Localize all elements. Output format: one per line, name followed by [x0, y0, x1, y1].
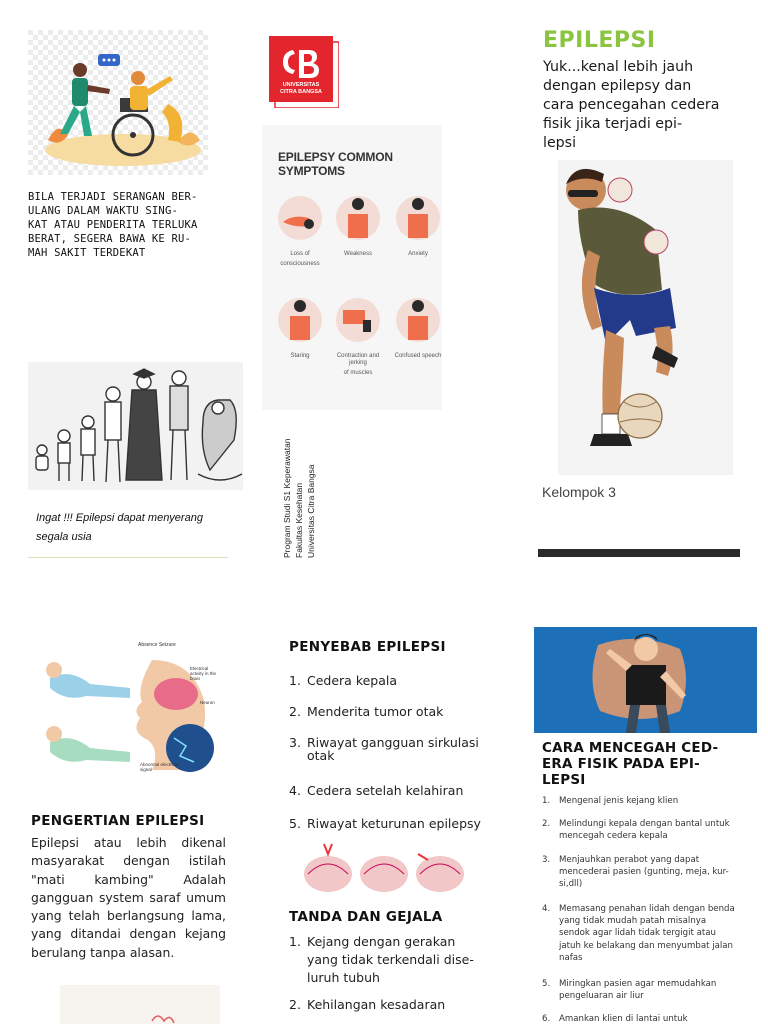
symptom-weakness: Weakness	[330, 188, 386, 258]
symptom-staring: Staring	[272, 290, 328, 360]
section-bar	[538, 549, 740, 557]
symptom-loss-of-consciousness: Loss of consciousness	[272, 188, 328, 268]
seizure-label-neuron: Neuron	[200, 700, 215, 705]
life-stages-illustration	[28, 362, 243, 490]
group-label: Kelompok 3	[542, 484, 616, 500]
list-item: 2. Kehilangan kesadaran	[289, 997, 446, 1012]
prevention-item-2: 2. Melindungi kepala dengan bantal untuk mencegah cedera kepala	[542, 819, 730, 842]
list-item: 2. Menderita tumor otak	[289, 704, 444, 719]
symptom-anxiety: Anxiety	[390, 188, 446, 258]
causes-heading: PENYEBAB EPILEPSI	[289, 639, 446, 655]
symptom-muscle-jerking: Contraction and jerking of muscles	[330, 290, 386, 377]
logo-text: UNIVERSITAS CITRA BANGSA	[280, 82, 322, 95]
brochure-title: EPILEPSI	[543, 28, 656, 53]
list-item: 4. Cedera setelah kelahiran	[289, 783, 464, 798]
all-ages-note: Ingat !!! Epilepsi dapat menyerang segala usia	[36, 512, 203, 543]
football-player-illustration	[558, 160, 733, 475]
signs-heading: TANDA DAN GEJALA	[289, 909, 443, 925]
list-item: 3. Riwayat gangguan sirkulasi otak	[289, 735, 479, 763]
university-logo	[269, 36, 339, 108]
definition-heading: PENGERTIAN EPILEPSI	[31, 813, 205, 829]
seizure-label-activity: Electrical activity in the brain	[190, 666, 217, 681]
seizure-label-title: Absence Seizure	[138, 642, 176, 648]
definition-body: Epilepsi atau lebih dikenal masyarakat dengan istilah "mati kambing" Adalah gangguan system saraf umum yang telah berlangsung lama, yang ditandai dengan kejang berulang tanpa alasan.	[31, 835, 226, 960]
list-item: 1. Cedera kepala	[289, 673, 398, 688]
prevention-item-3: 3. Menjauhkan perabot yang dapat mencederai pasien (gunting, meja, kur- si,dll)	[542, 855, 729, 890]
symptoms-title: EPILEPSY COMMON SYMPTOMS	[278, 150, 393, 178]
prevention-item-6: 6. Amankan klien di lantai untuk	[542, 1014, 688, 1024]
head-injury-illustration	[300, 840, 470, 898]
caregivers-illustration	[28, 30, 208, 175]
partial-illustration	[60, 985, 220, 1024]
section-divider	[28, 557, 228, 558]
prevention-item-4: 4. Memasang penahan lidah dengan benda yang tidak mudah patah misalnya sendok agar lidah tidak tergigit atau jatuh ke belakang dan menyumbat jalan nafas	[542, 904, 735, 963]
seizing-person-illustration	[534, 627, 757, 733]
list-item: 5. Riwayat keturunan epilepsy	[289, 816, 481, 831]
symptom-confused-speech: Confused speech	[390, 290, 446, 360]
prevention-item-5: 5. Miringkan pasien agar memudahkan pengeluaran air liur	[542, 979, 717, 1002]
list-item: 1. Kejang dengan gerakan yang tidak terkendali dise- luruh tubuh	[289, 934, 474, 985]
brochure-subtitle: Yuk...kenal lebih jauh dengan epilepsy dan cara pencegahan cedera fisik jika terjadi epi- lepsi	[543, 59, 720, 151]
faculty-vertical-text: Program Studi S1 Keperawatan Fakultas Kesehatan Universitas Citra Bangsa	[282, 438, 316, 558]
emergency-warning-text: BILA TERJADI SERANGAN BER- ULANG DALAM WAKTU SING- KAT ATAU PENDERITA TERLUKA BERAT, SEGERA BAWA KE RU- MAH SAKIT TERDEKAT	[28, 191, 198, 259]
seizure-label-abnormal: Abnormal electrical signal	[140, 762, 179, 772]
prevention-item-1: 1. Mengenal jenis kejang klien	[542, 796, 679, 806]
absence-seizure-illustration	[40, 638, 220, 793]
prevention-heading: CARA MENCEGAH CED- ERA FISIK PADA EPI- LEPSI	[542, 740, 719, 788]
